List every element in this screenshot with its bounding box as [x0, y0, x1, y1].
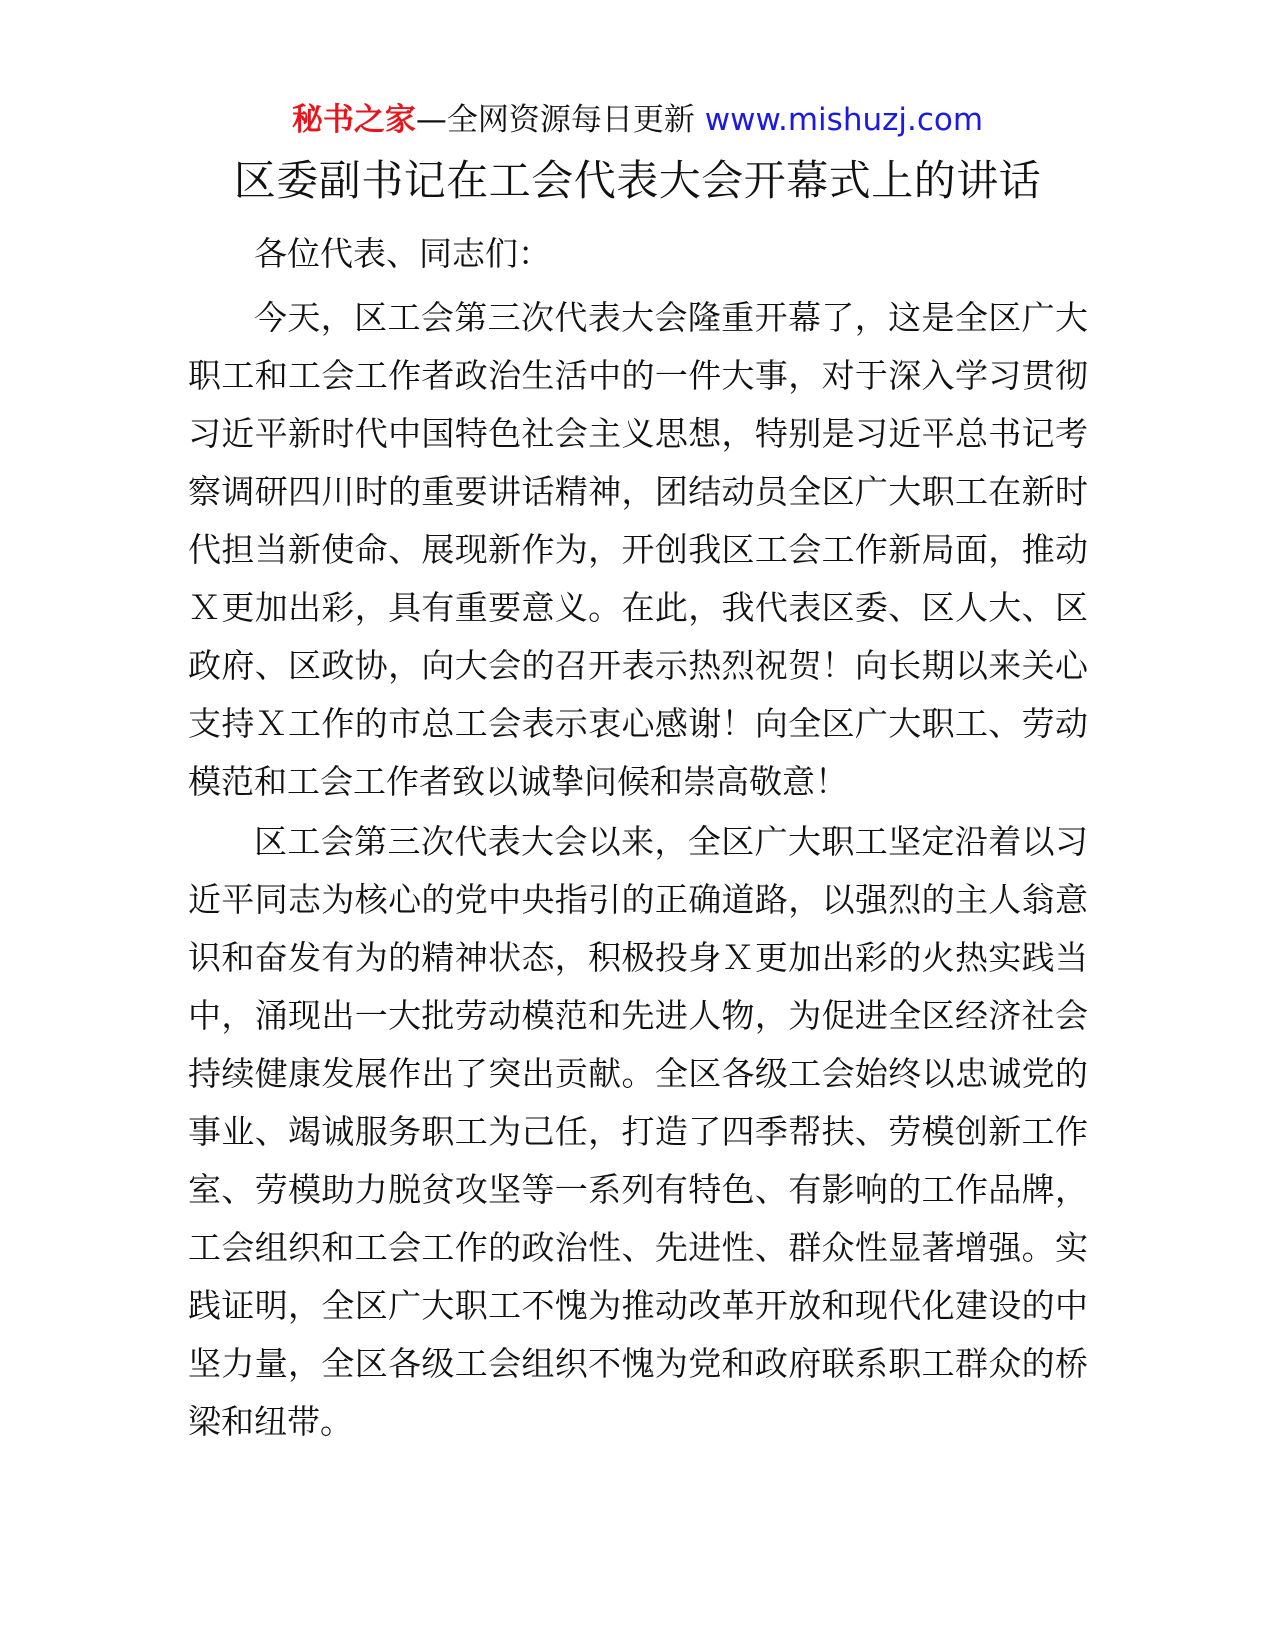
site-url-link[interactable]: www.mishuzj.com — [704, 102, 984, 138]
document-title: 区委副书记在工会代表大会开幕式上的讲话 — [233, 156, 1042, 205]
body-paragraph: 区工会第三次代表大会以来，全区广大职工坚定沿着以习近平同志为核心的党中央指引的正确道路，以强烈的主人翁意识和奋发有为的精神状态，积极投身Ｘ更加出彩的火热实践当中，涌现出一大批劳动模范和先进人物，为促进全区经济社会持续健康发展作出了突出贡献。全区各级工会始终以忠诚党的事业、竭诚服务职工为己任，打造了四季帮扶、劳模创新工作室、劳模助力脱贫攻坚等一系列有特色、有影响的工作品牌，工会组织和工会工作的政治性、先进性、群众性显著增强。实践证明，全区广大职工不愧为推动改革开放和现代化建设的中坚力量，全区各级工会组织不愧为党和政府联系职工群众的桥梁和纽带。 — [188, 822, 1088, 1441]
site-header — [0, 100, 1275, 140]
site-brand: 秘书之家 — [291, 102, 416, 138]
document-body — [188, 225, 1088, 1453]
site-tagline: —全网资源每日更新 — [415, 102, 705, 138]
body-paragraph: 今天，区工会第三次代表大会隆重开幕了，这是全区广大职工和工会工作者政治生活中的一件大事，对于深入学习贯彻习近平新时代中国特色社会主义思想，特别是习近平总书记考察调研四川时的重要讲话精神，团结动员全区广大职工在新时代担当新使命、展现新作为，开创我区工会工作新局面，推动Ｘ更加出彩，具有重要意义。在此，我代表区委、区人大、区政府、区政协，向大会的召开表示热烈祝贺！向长期以来关心支持Ｘ工作的市总工会表示衷心感谢！向全区广大职工、劳动模范和工会工作者致以诚挚问候和崇高敬意！ — [188, 298, 1088, 801]
salutation: 各位代表、同志们： — [254, 234, 551, 273]
